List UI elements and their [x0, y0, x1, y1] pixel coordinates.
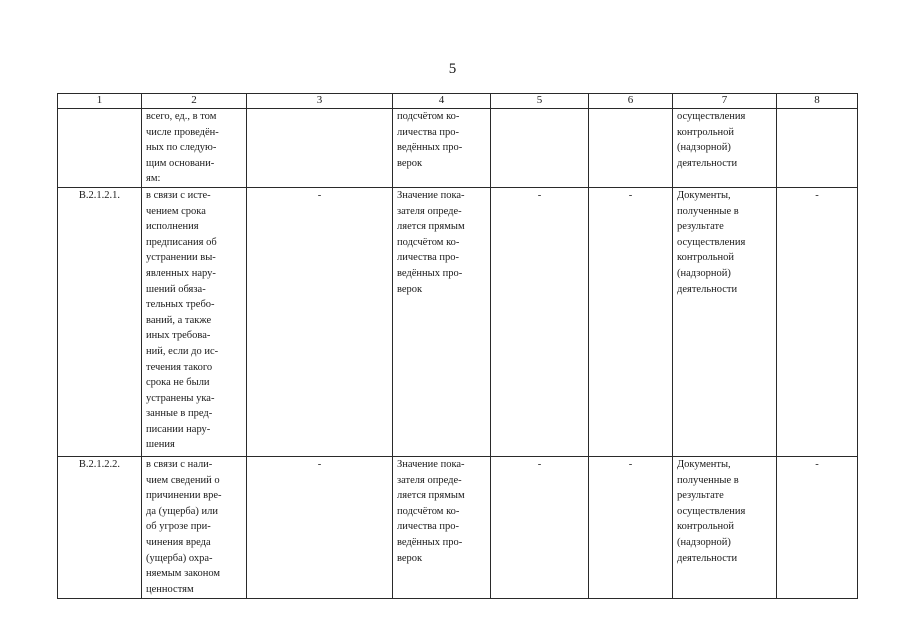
text-line: личества про-: [397, 521, 460, 533]
indicator-code: [58, 109, 142, 188]
text-line: шений обяза-: [146, 283, 206, 295]
text-line: полученные в: [677, 205, 739, 217]
value-cell: -: [491, 456, 589, 598]
value-cell: -: [777, 187, 858, 456]
text-line: Документы,: [677, 458, 731, 470]
table-row: [58, 109, 858, 188]
value-cell: -: [589, 187, 673, 456]
text-line: ведённых про-: [397, 142, 463, 154]
text-line: занные в пред-: [146, 408, 213, 420]
indicator-description: [142, 456, 247, 598]
text-line: контрольной: [677, 252, 735, 264]
column-header: 4: [393, 94, 491, 109]
text-line: результате: [677, 221, 724, 233]
text-line: ведённых про-: [397, 267, 463, 279]
text-line: ваний, а также: [146, 314, 212, 326]
value-cell: [491, 109, 589, 188]
text-line: чием сведений о: [146, 474, 220, 486]
calculation-method: [393, 456, 491, 598]
value-cell: -: [247, 456, 393, 598]
text-line: контрольной: [677, 521, 735, 533]
page-number: 5: [448, 61, 457, 77]
text-line: ных по следую-: [146, 142, 217, 154]
text-line: (ущерба) охра-: [146, 552, 213, 564]
text-line: личества про-: [397, 252, 460, 264]
column-header: 1: [58, 94, 142, 109]
text-line: ляется прямым: [397, 221, 465, 233]
text-line: ведённых про-: [397, 536, 463, 548]
column-header: 6: [589, 94, 673, 109]
text-line: полученные в: [677, 474, 739, 486]
text-line: ляется прямым: [397, 490, 465, 502]
text-line: осуществления: [677, 505, 746, 517]
table-row: [58, 456, 858, 598]
text-line: причинении вре-: [146, 490, 222, 502]
indicator-table: [57, 93, 858, 599]
text-line: всего, ед., в том: [146, 111, 217, 122]
text-line: устранении вы-: [146, 252, 216, 264]
text-line: няемым законом: [146, 568, 221, 580]
text-line: (надзорной): [677, 267, 731, 279]
text-line: срока не были: [146, 377, 210, 389]
text-line: личества про-: [397, 126, 460, 138]
text-line: верок: [397, 552, 423, 564]
text-line: Значение пока-: [397, 189, 465, 201]
value-cell: -: [589, 456, 673, 598]
data-source: [673, 187, 777, 456]
text-line: да (ущерба) или: [146, 505, 218, 517]
data-source: [673, 456, 777, 598]
text-line: верок: [397, 283, 423, 295]
text-line: (надзорной): [677, 536, 731, 548]
text-line: явленных нару-: [146, 267, 216, 279]
column-header: 8: [777, 94, 858, 109]
column-header: 5: [491, 94, 589, 109]
text-line: ний, если до ис-: [146, 345, 219, 357]
indicator-code: В.2.1.2.1.: [58, 187, 142, 456]
text-line: числе проведён-: [146, 126, 219, 138]
text-line: об угрозе при-: [146, 521, 211, 533]
value-cell: [589, 109, 673, 188]
text-line: предписания об: [146, 236, 217, 248]
text-line: тельных требо-: [146, 299, 215, 311]
text-line: результате: [677, 490, 724, 502]
text-line: щим основани-: [146, 157, 215, 169]
text-line: шения: [146, 439, 175, 451]
text-line: чением срока: [146, 205, 206, 217]
text-line: подсчётом ко-: [397, 505, 460, 517]
text-line: подсчётом ко-: [397, 111, 460, 122]
column-header: 7: [673, 94, 777, 109]
text-line: исполнения: [146, 221, 199, 233]
text-line: осуществления: [677, 111, 746, 122]
column-header: 3: [247, 94, 393, 109]
text-line: (надзорной): [677, 142, 731, 154]
calculation-method: [393, 187, 491, 456]
value-cell: [777, 109, 858, 188]
value-cell: [247, 109, 393, 188]
indicator-description: [142, 109, 247, 188]
text-line: писании нару-: [146, 423, 211, 435]
text-line: ям:: [146, 173, 161, 185]
text-line: верок: [397, 157, 423, 169]
value-cell: -: [247, 187, 393, 456]
text-line: контрольной: [677, 126, 735, 138]
calculation-method: [393, 109, 491, 188]
text-line: иных требова-: [146, 330, 211, 342]
text-line: в связи с нали-: [146, 458, 213, 470]
text-line: течения такого: [146, 361, 213, 373]
value-cell: -: [491, 187, 589, 456]
text-line: осуществления: [677, 236, 746, 248]
text-line: деятельности: [677, 552, 738, 564]
text-line: устранены ука-: [146, 392, 215, 404]
data-source: [673, 109, 777, 188]
text-line: Значение пока-: [397, 458, 465, 470]
value-cell: -: [777, 456, 858, 598]
text-line: деятельности: [677, 283, 738, 295]
indicator-description: [142, 187, 247, 456]
text-line: в связи с исте-: [146, 189, 211, 201]
header-row: [58, 94, 858, 109]
text-line: зателя опреде-: [397, 474, 462, 486]
text-line: Документы,: [677, 189, 731, 201]
text-line: подсчётом ко-: [397, 236, 460, 248]
table-row: [58, 187, 858, 456]
text-line: зателя опреде-: [397, 205, 462, 217]
text-line: деятельности: [677, 157, 738, 169]
column-header: 2: [142, 94, 247, 109]
text-line: ценностям: [146, 583, 194, 595]
text-line: чинения вреда: [146, 536, 211, 548]
table-body: [58, 109, 858, 599]
indicator-code: В.2.1.2.2.: [58, 456, 142, 598]
